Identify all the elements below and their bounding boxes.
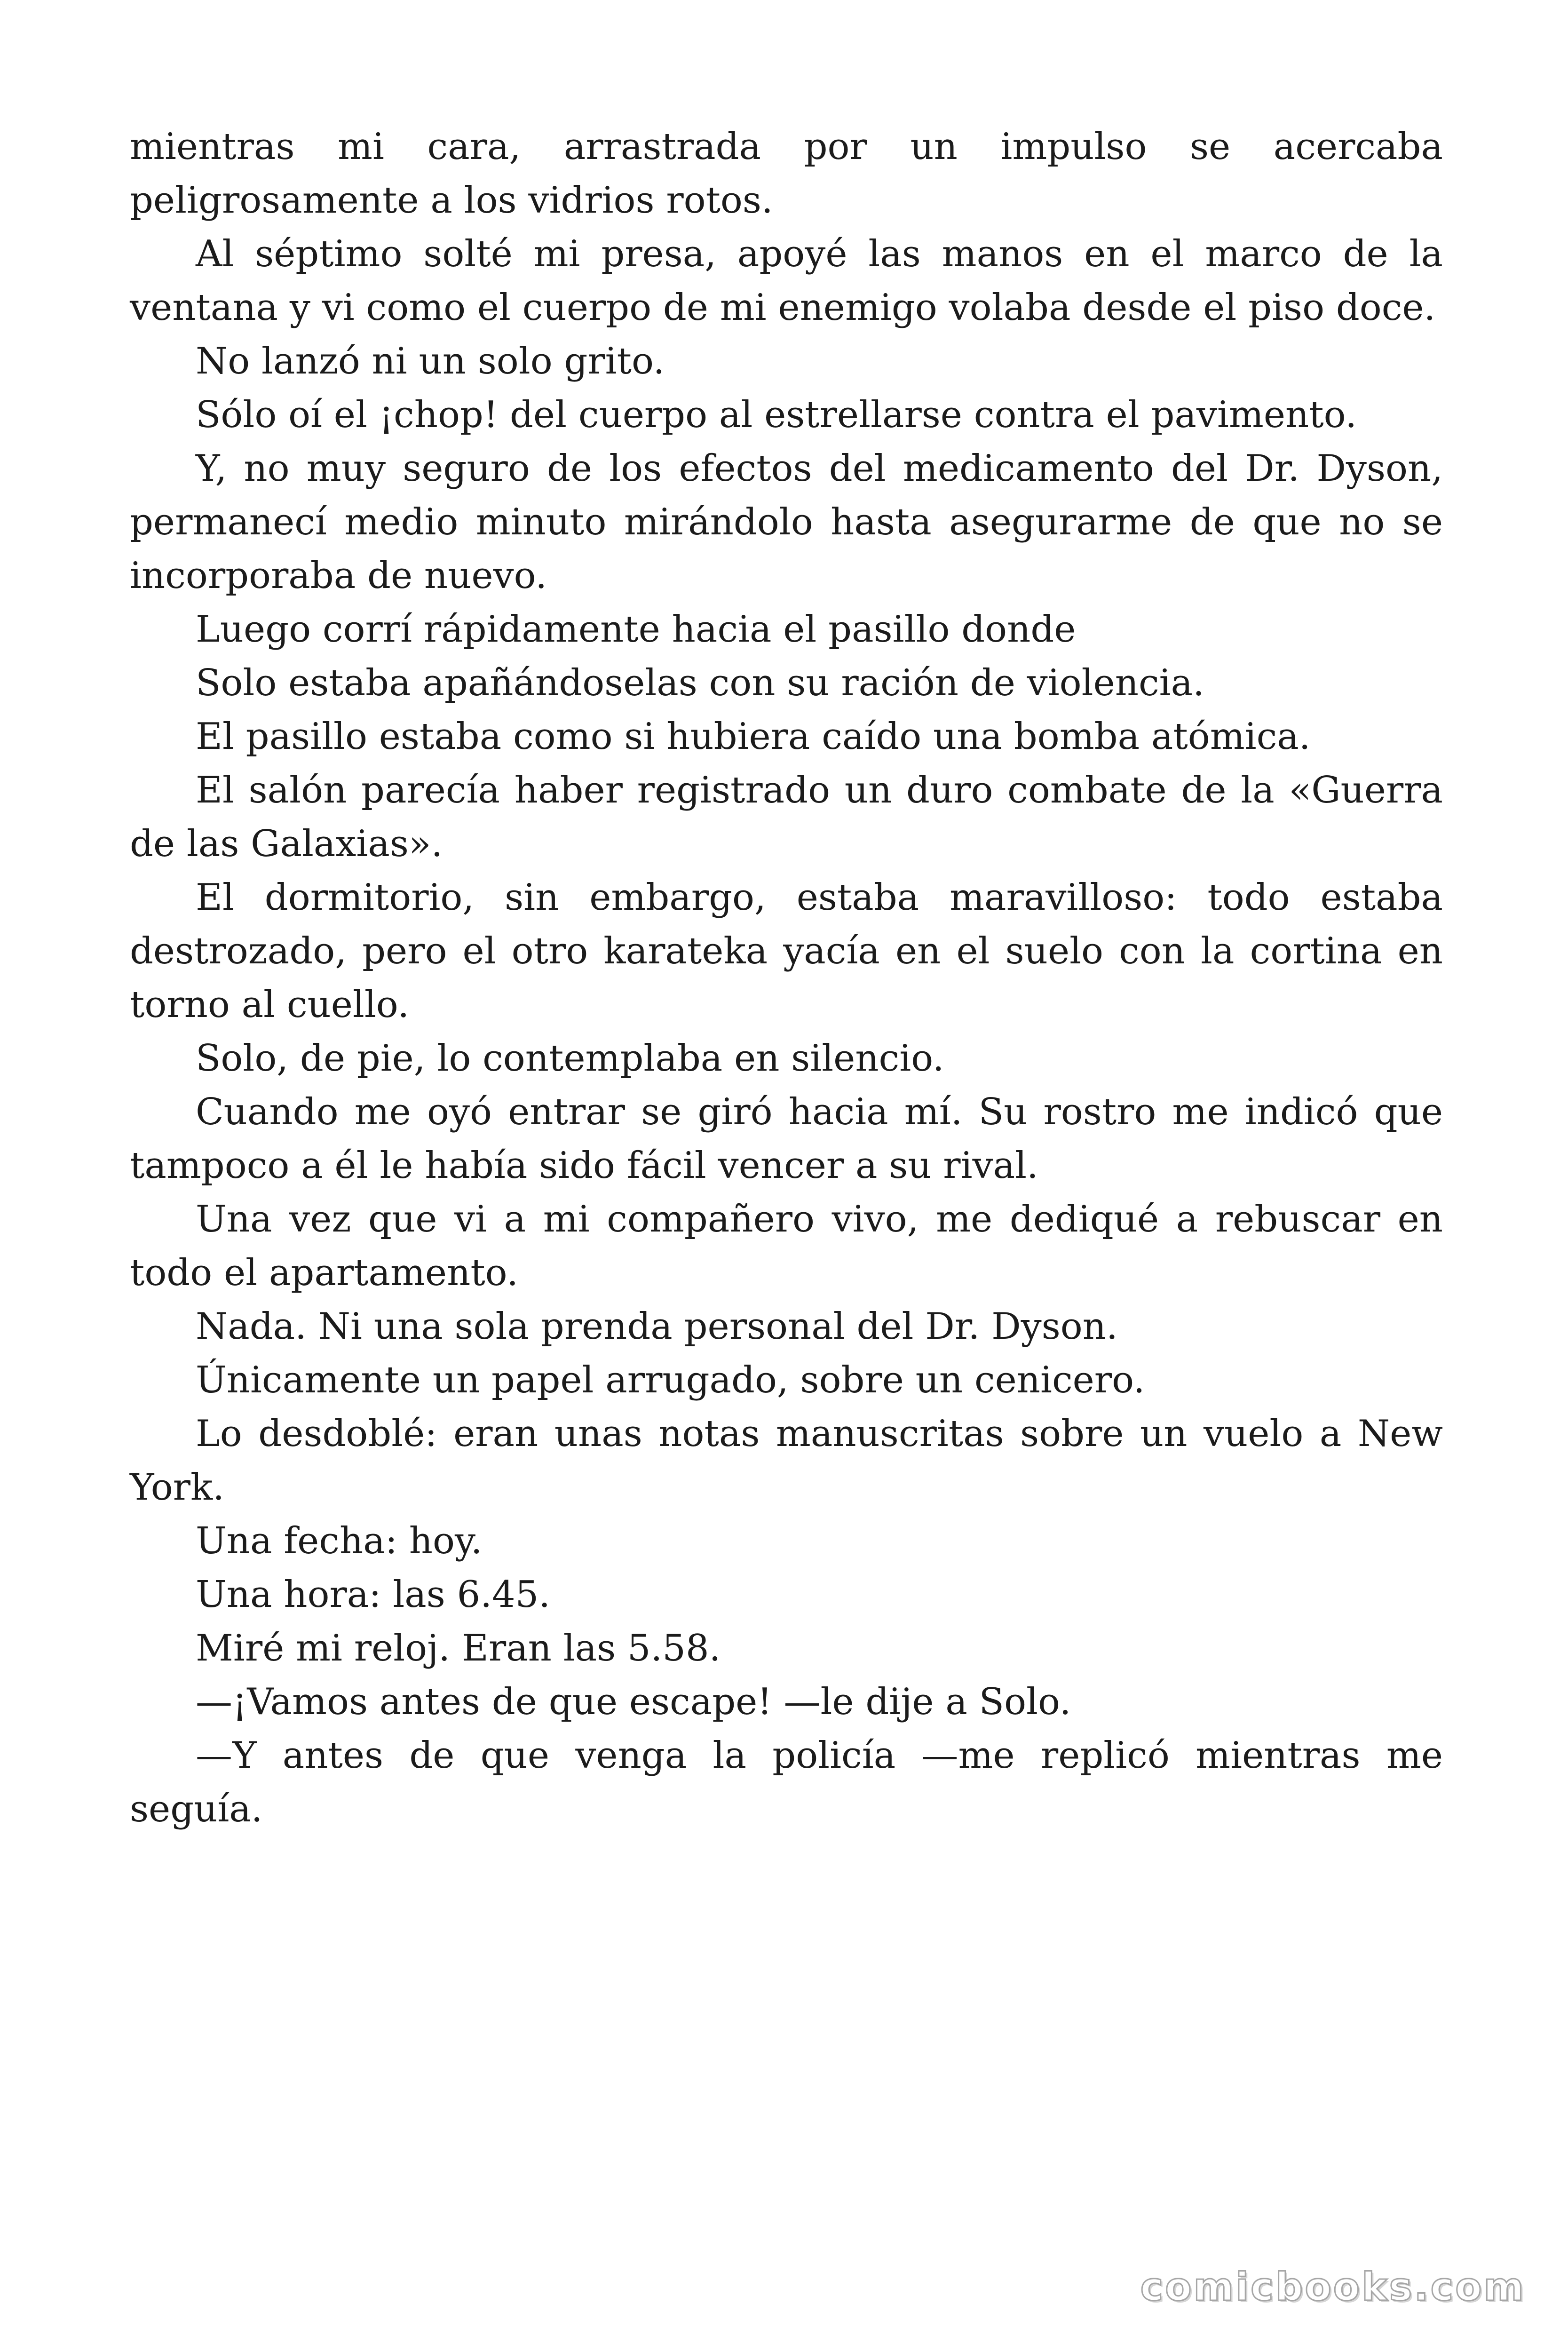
paragraph-7: Solo estaba apañándoselas con su ración de violencia. [196, 662, 1204, 704]
paragraph-15: Únicamente un papel arrugado, sobre un cenicero. [196, 1359, 1145, 1401]
paragraph-18: Una hora: las 6.45. [196, 1573, 551, 1616]
paragraph-3: No lanzó ni un solo grito. [196, 340, 665, 382]
paragraph-21: —Y antes de que venga la policía —me replicó mientras me seguía. [130, 1734, 1443, 1830]
paragraph-2: Al séptimo solté mi presa, apoyé las manos en el marco de la ventana y vi como el cuerpo de mi enemigo volaba desde el piso doce. [130, 233, 1443, 329]
paragraph-1: mientras mi cara, arrastrada por un impulso se acercaba peligrosamente a los vidrios rotos. [130, 126, 1443, 222]
paragraph-17: Una fecha: hoy. [196, 1520, 483, 1562]
page-body-text [130, 120, 1443, 1836]
paragraph-16: Lo desdoblé: eran unas notas manuscritas sobre un vuelo a New York. [130, 1413, 1443, 1509]
paragraph-8: El pasillo estaba como si hubiera caído una bomba atómica. [196, 715, 1311, 758]
paragraph-20: —¡Vamos antes de que escape! —le dije a Solo. [196, 1681, 1071, 1723]
paragraph-13: Una vez que vi a mi compañero vivo, me dediqué a rebuscar en todo el apartamento. [130, 1198, 1443, 1294]
paragraph-10: El dormitorio, sin embargo, estaba maravilloso: todo estaba destrozado, pero el otro karateka yacía en el suelo con la cortina en torno al cuello. [130, 876, 1443, 1026]
paragraph-5: Y, no muy seguro de los efectos del medicamento del Dr. Dyson, permanecí medio minuto mirándolo hasta asegurarme de que no se incorporaba de nuevo. [130, 447, 1443, 597]
paragraph-12: Cuando me oyó entrar se giró hacia mí. Su rostro me indicó que tampoco a él le había sido fácil vencer a su rival. [130, 1091, 1443, 1187]
watermark-logo: comicbooks.com [1140, 2265, 1526, 2310]
paragraph-6: Luego corrí rápidamente hacia el pasillo donde [196, 608, 1076, 651]
paragraph-14: Nada. Ni una sola prenda personal del Dr. Dyson. [196, 1305, 1118, 1348]
paragraph-9: El salón parecía haber registrado un duro combate de la «Guerra de las Galaxias». [130, 769, 1443, 865]
paragraph-4: Sólo oí el ¡chop! del cuerpo al estrellarse contra el pavimento. [196, 394, 1357, 436]
paragraph-11: Solo, de pie, lo contemplaba en silencio. [196, 1037, 944, 1080]
paragraph-19: Miré mi reloj. Eran las 5.58. [196, 1627, 721, 1669]
